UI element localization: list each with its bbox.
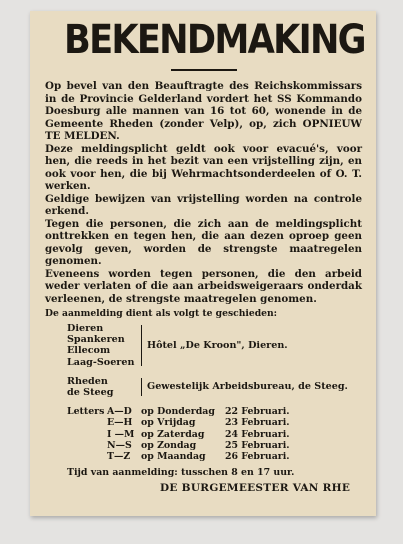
brace-divider — [141, 325, 142, 366]
place-name: Rheden — [67, 375, 108, 387]
schedule-date: 22 Februari. — [225, 406, 290, 418]
schedule-table — [67, 406, 362, 462]
schedule-letters: E—H — [107, 417, 133, 429]
announcement-intro: De aanmelding dient als volgt te geschieden: — [45, 308, 278, 319]
schedule-letters: A—D — [107, 406, 132, 418]
schedule-date: 24 Februari. — [225, 428, 290, 440]
schedule-letters: I —M — [107, 428, 135, 440]
poster — [30, 11, 376, 516]
venue: Hôtel „De Kroon", Dieren. — [147, 339, 288, 351]
title-divider — [171, 69, 237, 71]
schedule-day: op Zondag — [141, 439, 197, 451]
schedule-prefix — [67, 429, 107, 440]
location-group — [67, 376, 362, 398]
place-list — [67, 376, 137, 398]
paragraph: Op bevel van den Beauftragte des Reichskommissars in de Provincie Gelderland vordert het SS Kommando Doesburg alle mannen van 16 tot 60, wonende in de Gemeente Rheden (zonder Velp), op, zich OPNIEUW TE MELDEN. — [45, 80, 362, 142]
body-text — [45, 80, 362, 305]
paragraph: Deze meldingsplicht geldt ook voor evacué's, voor hen, die reeds in het bezit van een vrijstelling zijn, en ook voor hen, die bij Wehrmachtsonderdeelen of O. T. werken. — [45, 142, 362, 192]
schedule-row — [67, 417, 362, 428]
schedule-day: op Maandag — [141, 451, 206, 463]
brace-divider — [141, 378, 142, 396]
place-name: Dieren — [67, 323, 104, 334]
paragraph: Geldige bewijzen van vrijstelling worden na controle erkend. — [45, 192, 362, 217]
schedule-date: 25 Februari. — [225, 439, 290, 451]
schedule-prefix — [67, 451, 107, 462]
place-name: Spankeren — [67, 334, 125, 346]
schedule-row — [67, 451, 362, 462]
place-name: Laag-Soeren — [67, 356, 135, 368]
schedule-letters: T—Z — [107, 451, 131, 463]
time-note: Tijd van aanmelding: tusschen 8 en 17 uur. — [67, 467, 295, 479]
poster-title: BEKENDMAKING — [64, 17, 365, 63]
schedule-day: op Zaterdag — [141, 428, 205, 440]
schedule-prefix — [67, 440, 107, 451]
signature: DE BURGEMEESTER VAN RHE — [160, 482, 351, 495]
schedule-row — [67, 440, 362, 451]
venue: Gewestelijk Arbeidsbureau, de Steeg. — [147, 381, 348, 393]
schedule-row — [67, 429, 362, 440]
schedule-day: op Vrijdag — [141, 417, 196, 429]
schedule-date: 26 Februari. — [225, 451, 290, 463]
place-list — [67, 323, 137, 368]
schedule-prefix — [67, 417, 107, 428]
location-group — [67, 323, 362, 368]
place-name: Ellecom — [67, 345, 111, 357]
schedule-letters: N—S — [107, 439, 132, 451]
schedule-day: op Donderdag — [141, 406, 215, 418]
schedule-row — [67, 406, 362, 417]
paragraph: Tegen die personen, die zich aan de meldingsplicht onttrekken en tegen hen, die aan dezen oproep geen gevolg geven, worden de strengste maatregelen genomen. — [45, 217, 362, 267]
schedule-date: 23 Februari. — [225, 417, 290, 429]
schedule-prefix: Letters — [67, 406, 105, 418]
paragraph: Eveneens worden tegen personen, die den arbeid weder verlaten of die aan arbeidsweigeraars onderdak verleenen, de strengste maatregelen genomen. — [45, 267, 362, 305]
place-name: de Steeg — [67, 387, 114, 399]
